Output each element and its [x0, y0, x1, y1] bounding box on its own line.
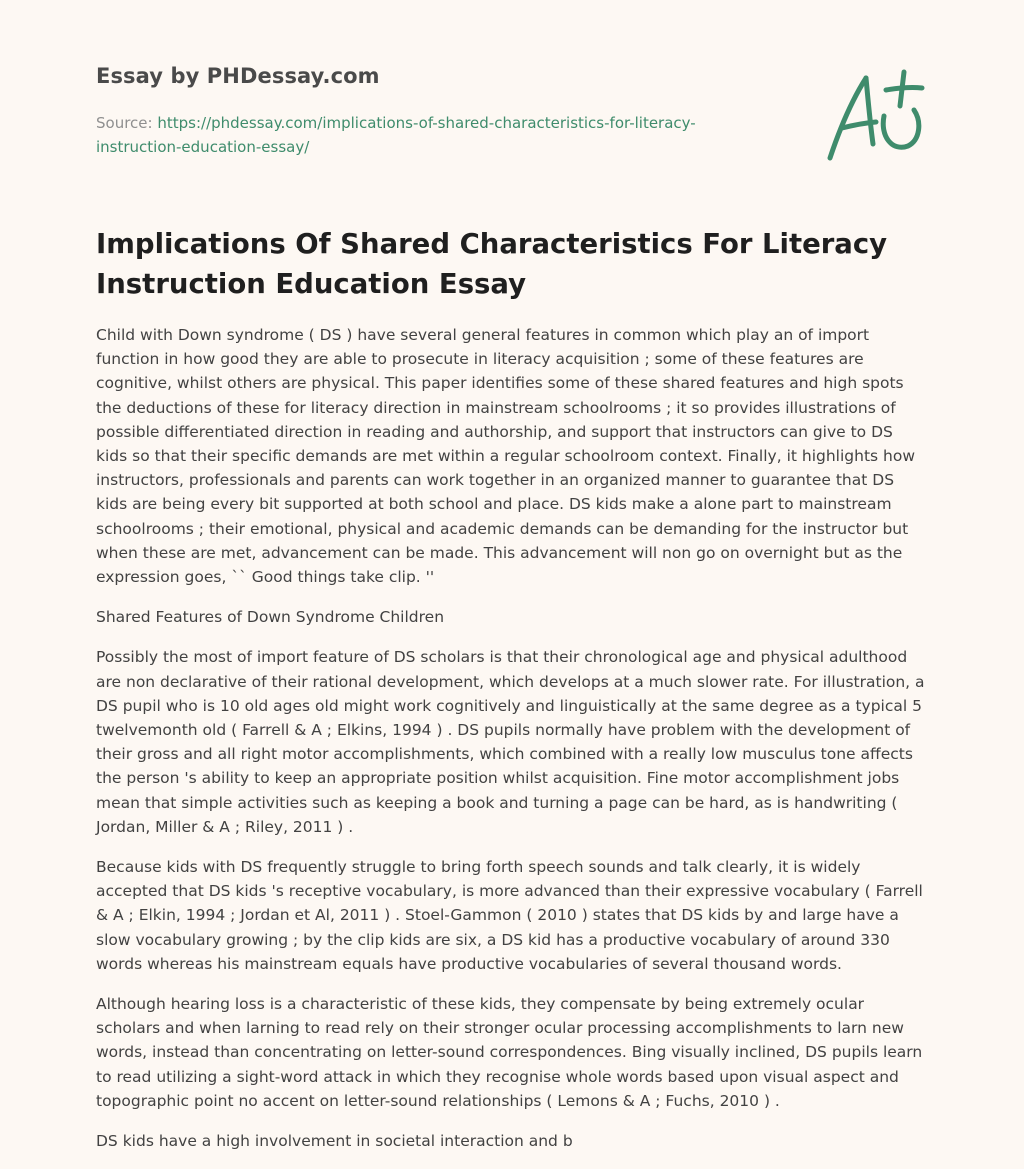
paragraph-intro: Child with Down syndrome ( DS ) have several general features in common which play an of import function in how good they are able to prosecute in literacy acquisition ; some of these features are cognitive, whilst others are physical. This paper identifies some of these shared features and high spots the deductions of these for literacy direction in mainstream schoolrooms ; it so provides illustrations of possible differentiated direction in reading and authorship, and support that instructors can give to DS kids so that their specific demands are met within a regular schoolroom context. Finally, it highlights how instructors, professionals and parents can work together in an organized manner to guarantee that DS kids are being every bit supported at both school and place. DS kids make a alone part to mainstream schoolrooms ; their emotional, physical and academic demands can be demanding for the instructor but when these are met, advancement can be made. This advancement will non go on overnight but as the expression goes, `` Good things take clip. '' — [96, 326, 916, 587]
site-brand: Essay by PHDessay.com — [96, 64, 380, 88]
essay-body — [96, 323, 926, 1169]
a-plus-logo-icon — [818, 66, 930, 166]
section-subheading: Shared Features of Down Syndrome Children — [96, 608, 445, 627]
paragraph-social: DS kids have a high involvement in societal interaction and b — [96, 1132, 573, 1151]
source-link[interactable]: https://phdessay.com/implications-of-shared-characteristics-for-literacy-instruction-education-essay/ — [96, 114, 696, 156]
paragraph-features: Possibly the most of import feature of DS scholars is that their chronological age and physical adulthood are non declarative of their rational development, which develops at a much slower rate. For illustration, a DS pupil who is 10 old ages old might work cognitively and linguistically at the same degree as a typical 5 twelvemonth old ( Farrell & A ; Elkins, 1994 ) . DS pupils normally have problem with the development of their gross and all right motor accomplishments, which combined with a really low musculus tone affects the person 's ability to keep an appropriate position whilst acquisition. Fine motor accomplishment jobs mean that simple activities such as keeping a book and turning a page can be hard, as is handwriting ( Jordan, Miller & A ; Riley, 2011 ) . — [96, 648, 925, 836]
source-line — [96, 111, 736, 159]
paragraph-vocabulary: Because kids with DS frequently struggle to bring forth speech sounds and talk clearly, it is widely accepted that DS kids 's receptive vocabulary, is more advanced than their expressive vocabulary ( Farrell & A ; Elkin, 1994 ; Jordan et Al, 2011 ) . Stoel-Gammon ( 2010 ) states that DS kids by and large have a slow vocabulary growing ; by the clip kids are six, a DS kid has a productive vocabulary of around 330 words whereas his mainstream equals have productive vocabularies of several thousand words. — [96, 858, 923, 973]
page-title: Implications Of Shared Characteristics For Literacy Instruction Education Essay — [96, 228, 888, 300]
paragraph-visual-learning: Although hearing loss is a characteristic of these kids, they compensate by being extremely ocular scholars and when larning to read rely on their stronger ocular processing accomplishments to larn new words, instead than concentrating on letter-sound correspondences. Bing visually inclined, DS pupils learn to read utilizing a sight-word attack in which they recognise whole words based upon visual aspect and topographic point no accent on letter-sound relationships ( Lemons & A ; Fuchs, 2010 ) . — [96, 995, 923, 1110]
source-label: Source: — [96, 114, 153, 132]
